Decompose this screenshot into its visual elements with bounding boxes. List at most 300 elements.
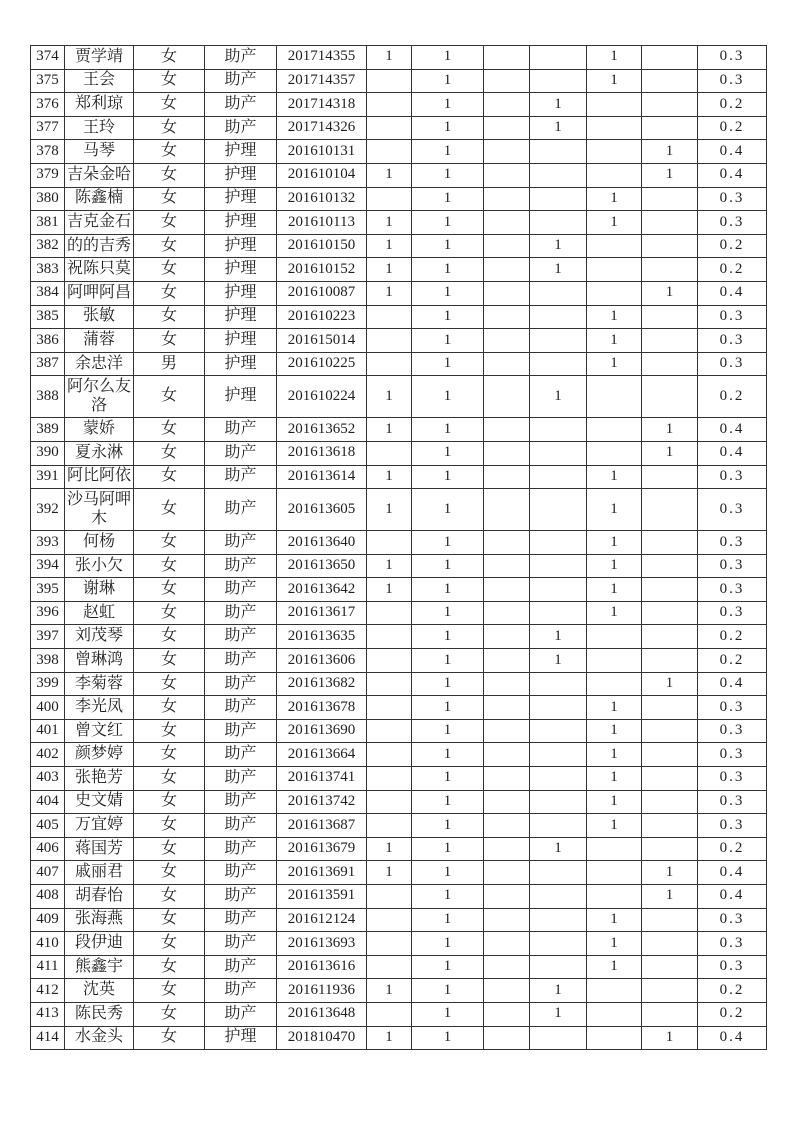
cell-indicator-1 bbox=[367, 625, 412, 649]
cell-student-id: 201615014 bbox=[277, 329, 367, 353]
cell-indicator-1 bbox=[367, 140, 412, 164]
cell-indicator-2: 1 bbox=[412, 418, 484, 442]
cell-name: 蒙娇 bbox=[65, 418, 134, 442]
cell-indicator-1 bbox=[367, 441, 412, 465]
cell-indicator-1 bbox=[367, 743, 412, 767]
cell-indicator-1: 1 bbox=[367, 837, 412, 861]
table-row bbox=[31, 489, 767, 531]
cell-row-number: 385 bbox=[31, 305, 65, 329]
cell-score: 0.3 bbox=[698, 814, 767, 838]
cell-indicator-2: 1 bbox=[412, 281, 484, 305]
cell-indicator-6 bbox=[642, 554, 698, 578]
table-row bbox=[31, 578, 767, 602]
cell-name: 蒲蓉 bbox=[65, 329, 134, 353]
cell-indicator-6 bbox=[642, 837, 698, 861]
cell-student-id: 201610150 bbox=[277, 234, 367, 258]
cell-gender: 女 bbox=[134, 696, 205, 720]
cell-indicator-4 bbox=[530, 814, 587, 838]
cell-gender: 男 bbox=[134, 352, 205, 376]
table-row bbox=[31, 767, 767, 791]
cell-student-id: 201610087 bbox=[277, 281, 367, 305]
cell-row-number: 392 bbox=[31, 489, 65, 531]
cell-indicator-6 bbox=[642, 211, 698, 235]
cell-score: 0.3 bbox=[698, 719, 767, 743]
cell-gender: 女 bbox=[134, 187, 205, 211]
cell-row-number: 395 bbox=[31, 578, 65, 602]
table-row bbox=[31, 418, 767, 442]
cell-indicator-4 bbox=[530, 281, 587, 305]
cell-indicator-1: 1 bbox=[367, 489, 412, 531]
cell-student-id: 201610225 bbox=[277, 352, 367, 376]
cell-gender: 女 bbox=[134, 578, 205, 602]
table-row bbox=[31, 531, 767, 555]
table-row bbox=[31, 743, 767, 767]
cell-indicator-4 bbox=[530, 352, 587, 376]
cell-student-id: 201610224 bbox=[277, 376, 367, 418]
cell-student-id: 201613693 bbox=[277, 932, 367, 956]
cell-indicator-5 bbox=[587, 116, 642, 140]
cell-indicator-3 bbox=[484, 531, 530, 555]
cell-indicator-3 bbox=[484, 932, 530, 956]
table-row bbox=[31, 329, 767, 353]
cell-indicator-5: 1 bbox=[587, 743, 642, 767]
cell-gender: 女 bbox=[134, 1026, 205, 1050]
cell-score: 0.3 bbox=[698, 601, 767, 625]
cell-student-id: 201613679 bbox=[277, 837, 367, 861]
cell-indicator-3 bbox=[484, 352, 530, 376]
cell-gender: 女 bbox=[134, 258, 205, 282]
cell-gender: 女 bbox=[134, 116, 205, 140]
cell-indicator-4 bbox=[530, 69, 587, 93]
cell-major: 助产 bbox=[205, 418, 277, 442]
cell-indicator-4 bbox=[530, 932, 587, 956]
cell-major: 护理 bbox=[205, 187, 277, 211]
cell-indicator-6 bbox=[642, 814, 698, 838]
cell-indicator-4 bbox=[530, 441, 587, 465]
table-row bbox=[31, 116, 767, 140]
cell-indicator-5 bbox=[587, 1026, 642, 1050]
cell-indicator-1 bbox=[367, 955, 412, 979]
cell-indicator-2: 1 bbox=[412, 93, 484, 117]
cell-indicator-3 bbox=[484, 672, 530, 696]
cell-indicator-1 bbox=[367, 696, 412, 720]
cell-indicator-2: 1 bbox=[412, 814, 484, 838]
cell-row-number: 398 bbox=[31, 649, 65, 673]
cell-score: 0.4 bbox=[698, 672, 767, 696]
cell-score: 0.4 bbox=[698, 441, 767, 465]
cell-indicator-6 bbox=[642, 305, 698, 329]
cell-indicator-2: 1 bbox=[412, 837, 484, 861]
cell-indicator-5: 1 bbox=[587, 69, 642, 93]
cell-indicator-3 bbox=[484, 69, 530, 93]
cell-indicator-6 bbox=[642, 187, 698, 211]
cell-student-id: 201613616 bbox=[277, 955, 367, 979]
cell-indicator-4 bbox=[530, 790, 587, 814]
cell-indicator-3 bbox=[484, 837, 530, 861]
cell-indicator-4 bbox=[530, 743, 587, 767]
cell-major: 助产 bbox=[205, 1002, 277, 1026]
cell-row-number: 411 bbox=[31, 955, 65, 979]
cell-score: 0.4 bbox=[698, 861, 767, 885]
cell-major: 助产 bbox=[205, 441, 277, 465]
cell-major: 助产 bbox=[205, 531, 277, 555]
table-row bbox=[31, 376, 767, 418]
cell-indicator-6 bbox=[642, 767, 698, 791]
cell-major: 护理 bbox=[205, 1026, 277, 1050]
cell-indicator-1: 1 bbox=[367, 258, 412, 282]
cell-score: 0.3 bbox=[698, 790, 767, 814]
cell-row-number: 377 bbox=[31, 116, 65, 140]
cell-indicator-6 bbox=[642, 743, 698, 767]
cell-indicator-1: 1 bbox=[367, 861, 412, 885]
cell-score: 0.4 bbox=[698, 1026, 767, 1050]
cell-name: 阿比阿依 bbox=[65, 465, 134, 489]
cell-indicator-6 bbox=[642, 625, 698, 649]
cell-student-id: 201610223 bbox=[277, 305, 367, 329]
cell-indicator-5 bbox=[587, 1002, 642, 1026]
cell-indicator-4: 1 bbox=[530, 258, 587, 282]
cell-indicator-6 bbox=[642, 719, 698, 743]
cell-score: 0.4 bbox=[698, 281, 767, 305]
cell-indicator-4 bbox=[530, 1026, 587, 1050]
cell-indicator-5: 1 bbox=[587, 601, 642, 625]
cell-score: 0.3 bbox=[698, 352, 767, 376]
cell-name: 王玲 bbox=[65, 116, 134, 140]
cell-indicator-6 bbox=[642, 531, 698, 555]
cell-indicator-6 bbox=[642, 578, 698, 602]
cell-row-number: 403 bbox=[31, 767, 65, 791]
cell-indicator-3 bbox=[484, 767, 530, 791]
cell-indicator-1 bbox=[367, 790, 412, 814]
table-row bbox=[31, 465, 767, 489]
cell-major: 助产 bbox=[205, 767, 277, 791]
cell-indicator-5: 1 bbox=[587, 767, 642, 791]
cell-major: 助产 bbox=[205, 719, 277, 743]
cell-indicator-5 bbox=[587, 979, 642, 1003]
cell-row-number: 406 bbox=[31, 837, 65, 861]
cell-name: 的的吉秀 bbox=[65, 234, 134, 258]
cell-gender: 女 bbox=[134, 932, 205, 956]
cell-major: 护理 bbox=[205, 211, 277, 235]
cell-score: 0.2 bbox=[698, 1002, 767, 1026]
cell-score: 0.3 bbox=[698, 578, 767, 602]
table-row bbox=[31, 305, 767, 329]
cell-indicator-5: 1 bbox=[587, 211, 642, 235]
cell-indicator-1 bbox=[367, 649, 412, 673]
cell-major: 护理 bbox=[205, 234, 277, 258]
cell-indicator-6 bbox=[642, 46, 698, 70]
cell-student-id: 201613591 bbox=[277, 885, 367, 909]
cell-indicator-2: 1 bbox=[412, 329, 484, 353]
cell-row-number: 380 bbox=[31, 187, 65, 211]
cell-name: 祝陈只莫 bbox=[65, 258, 134, 282]
table-row bbox=[31, 93, 767, 117]
cell-indicator-4 bbox=[530, 885, 587, 909]
cell-name: 水金头 bbox=[65, 1026, 134, 1050]
cell-major: 助产 bbox=[205, 861, 277, 885]
cell-indicator-4: 1 bbox=[530, 625, 587, 649]
cell-major: 助产 bbox=[205, 932, 277, 956]
cell-student-id: 201613618 bbox=[277, 441, 367, 465]
cell-gender: 女 bbox=[134, 672, 205, 696]
cell-indicator-3 bbox=[484, 187, 530, 211]
cell-name: 张敏 bbox=[65, 305, 134, 329]
cell-indicator-4: 1 bbox=[530, 116, 587, 140]
cell-gender: 女 bbox=[134, 163, 205, 187]
cell-row-number: 402 bbox=[31, 743, 65, 767]
cell-student-id: 201714318 bbox=[277, 93, 367, 117]
cell-name: 段伊迪 bbox=[65, 932, 134, 956]
cell-indicator-1 bbox=[367, 187, 412, 211]
cell-row-number: 384 bbox=[31, 281, 65, 305]
cell-indicator-3 bbox=[484, 578, 530, 602]
cell-score: 0.3 bbox=[698, 696, 767, 720]
cell-score: 0.3 bbox=[698, 908, 767, 932]
cell-indicator-2: 1 bbox=[412, 696, 484, 720]
cell-indicator-6 bbox=[642, 258, 698, 282]
cell-score: 0.3 bbox=[698, 489, 767, 531]
cell-indicator-5 bbox=[587, 258, 642, 282]
cell-indicator-6: 1 bbox=[642, 418, 698, 442]
cell-gender: 女 bbox=[134, 955, 205, 979]
cell-student-id: 201613690 bbox=[277, 719, 367, 743]
cell-gender: 女 bbox=[134, 329, 205, 353]
cell-indicator-1: 1 bbox=[367, 163, 412, 187]
table-row bbox=[31, 187, 767, 211]
cell-indicator-6 bbox=[642, 329, 698, 353]
cell-indicator-4 bbox=[530, 211, 587, 235]
cell-score: 0.2 bbox=[698, 625, 767, 649]
cell-indicator-3 bbox=[484, 93, 530, 117]
cell-student-id: 201613614 bbox=[277, 465, 367, 489]
cell-score: 0.3 bbox=[698, 46, 767, 70]
cell-indicator-1 bbox=[367, 1002, 412, 1026]
cell-indicator-2: 1 bbox=[412, 116, 484, 140]
cell-indicator-6 bbox=[642, 116, 698, 140]
cell-name: 王会 bbox=[65, 69, 134, 93]
cell-name: 熊鑫宇 bbox=[65, 955, 134, 979]
cell-indicator-1: 1 bbox=[367, 211, 412, 235]
cell-indicator-6: 1 bbox=[642, 672, 698, 696]
cell-name: 谢琳 bbox=[65, 578, 134, 602]
table-row bbox=[31, 861, 767, 885]
cell-indicator-5 bbox=[587, 234, 642, 258]
cell-score: 0.3 bbox=[698, 69, 767, 93]
cell-major: 助产 bbox=[205, 116, 277, 140]
cell-row-number: 382 bbox=[31, 234, 65, 258]
cell-indicator-3 bbox=[484, 625, 530, 649]
cell-indicator-3 bbox=[484, 554, 530, 578]
cell-indicator-3 bbox=[484, 465, 530, 489]
cell-major: 助产 bbox=[205, 554, 277, 578]
cell-row-number: 376 bbox=[31, 93, 65, 117]
cell-indicator-1: 1 bbox=[367, 465, 412, 489]
cell-indicator-5: 1 bbox=[587, 352, 642, 376]
cell-gender: 女 bbox=[134, 531, 205, 555]
cell-student-id: 201613606 bbox=[277, 649, 367, 673]
cell-indicator-4 bbox=[530, 187, 587, 211]
cell-indicator-6 bbox=[642, 352, 698, 376]
cell-indicator-4: 1 bbox=[530, 234, 587, 258]
cell-indicator-3 bbox=[484, 1026, 530, 1050]
cell-indicator-3 bbox=[484, 814, 530, 838]
cell-name: 赵虹 bbox=[65, 601, 134, 625]
cell-row-number: 414 bbox=[31, 1026, 65, 1050]
cell-indicator-5: 1 bbox=[587, 305, 642, 329]
cell-name: 余忠洋 bbox=[65, 352, 134, 376]
cell-indicator-4 bbox=[530, 578, 587, 602]
cell-major: 助产 bbox=[205, 955, 277, 979]
cell-student-id: 201613742 bbox=[277, 790, 367, 814]
cell-score: 0.2 bbox=[698, 837, 767, 861]
cell-indicator-1: 1 bbox=[367, 376, 412, 418]
cell-indicator-2: 1 bbox=[412, 790, 484, 814]
cell-indicator-6: 1 bbox=[642, 1026, 698, 1050]
cell-score: 0.3 bbox=[698, 329, 767, 353]
cell-indicator-1 bbox=[367, 814, 412, 838]
cell-indicator-4: 1 bbox=[530, 376, 587, 418]
cell-indicator-3 bbox=[484, 489, 530, 531]
cell-indicator-6 bbox=[642, 93, 698, 117]
cell-score: 0.2 bbox=[698, 116, 767, 140]
table-row bbox=[31, 554, 767, 578]
cell-student-id: 201610152 bbox=[277, 258, 367, 282]
cell-indicator-4 bbox=[530, 305, 587, 329]
cell-indicator-6 bbox=[642, 696, 698, 720]
cell-indicator-5: 1 bbox=[587, 908, 642, 932]
cell-student-id: 201613652 bbox=[277, 418, 367, 442]
table-row bbox=[31, 649, 767, 673]
cell-indicator-1: 1 bbox=[367, 1026, 412, 1050]
cell-gender: 女 bbox=[134, 554, 205, 578]
cell-indicator-2: 1 bbox=[412, 376, 484, 418]
cell-name: 张小欠 bbox=[65, 554, 134, 578]
table-row bbox=[31, 441, 767, 465]
cell-indicator-2: 1 bbox=[412, 258, 484, 282]
cell-indicator-1: 1 bbox=[367, 234, 412, 258]
cell-indicator-2: 1 bbox=[412, 531, 484, 555]
cell-row-number: 381 bbox=[31, 211, 65, 235]
cell-student-id: 201613640 bbox=[277, 531, 367, 555]
cell-row-number: 397 bbox=[31, 625, 65, 649]
table-row bbox=[31, 69, 767, 93]
cell-major: 助产 bbox=[205, 814, 277, 838]
cell-indicator-4 bbox=[530, 767, 587, 791]
cell-indicator-5 bbox=[587, 140, 642, 164]
cell-row-number: 394 bbox=[31, 554, 65, 578]
cell-score: 0.3 bbox=[698, 531, 767, 555]
cell-major: 护理 bbox=[205, 305, 277, 329]
cell-name: 陈民秀 bbox=[65, 1002, 134, 1026]
cell-indicator-5 bbox=[587, 418, 642, 442]
cell-score: 0.2 bbox=[698, 979, 767, 1003]
cell-row-number: 405 bbox=[31, 814, 65, 838]
cell-indicator-2: 1 bbox=[412, 979, 484, 1003]
cell-gender: 女 bbox=[134, 211, 205, 235]
cell-score: 0.3 bbox=[698, 955, 767, 979]
cell-indicator-4 bbox=[530, 601, 587, 625]
cell-indicator-4: 1 bbox=[530, 93, 587, 117]
cell-major: 助产 bbox=[205, 743, 277, 767]
cell-gender: 女 bbox=[134, 837, 205, 861]
cell-major: 助产 bbox=[205, 69, 277, 93]
cell-indicator-5 bbox=[587, 625, 642, 649]
table-row bbox=[31, 979, 767, 1003]
cell-indicator-1 bbox=[367, 932, 412, 956]
cell-indicator-5: 1 bbox=[587, 932, 642, 956]
cell-row-number: 410 bbox=[31, 932, 65, 956]
cell-score: 0.2 bbox=[698, 234, 767, 258]
cell-major: 护理 bbox=[205, 258, 277, 282]
cell-name: 夏永淋 bbox=[65, 441, 134, 465]
cell-student-id: 201610132 bbox=[277, 187, 367, 211]
cell-row-number: 390 bbox=[31, 441, 65, 465]
cell-student-id: 201613642 bbox=[277, 578, 367, 602]
cell-major: 助产 bbox=[205, 649, 277, 673]
cell-indicator-6 bbox=[642, 601, 698, 625]
cell-indicator-4 bbox=[530, 531, 587, 555]
cell-indicator-1 bbox=[367, 885, 412, 909]
cell-indicator-3 bbox=[484, 1002, 530, 1026]
cell-indicator-3 bbox=[484, 376, 530, 418]
cell-gender: 女 bbox=[134, 625, 205, 649]
cell-indicator-1: 1 bbox=[367, 418, 412, 442]
cell-gender: 女 bbox=[134, 234, 205, 258]
table-row bbox=[31, 352, 767, 376]
cell-indicator-5 bbox=[587, 885, 642, 909]
cell-indicator-1: 1 bbox=[367, 46, 412, 70]
cell-score: 0.3 bbox=[698, 743, 767, 767]
cell-student-id: 201810470 bbox=[277, 1026, 367, 1050]
cell-name: 李光凤 bbox=[65, 696, 134, 720]
cell-indicator-4 bbox=[530, 955, 587, 979]
table-row bbox=[31, 140, 767, 164]
cell-indicator-5: 1 bbox=[587, 46, 642, 70]
cell-indicator-5: 1 bbox=[587, 790, 642, 814]
cell-indicator-6 bbox=[642, 465, 698, 489]
cell-indicator-2: 1 bbox=[412, 554, 484, 578]
table-row bbox=[31, 1026, 767, 1050]
cell-name: 刘茂琴 bbox=[65, 625, 134, 649]
cell-indicator-2: 1 bbox=[412, 163, 484, 187]
cell-indicator-6 bbox=[642, 376, 698, 418]
cell-gender: 女 bbox=[134, 767, 205, 791]
cell-score: 0.4 bbox=[698, 140, 767, 164]
cell-indicator-2: 1 bbox=[412, 1026, 484, 1050]
cell-indicator-1 bbox=[367, 93, 412, 117]
cell-row-number: 400 bbox=[31, 696, 65, 720]
cell-indicator-3 bbox=[484, 719, 530, 743]
cell-major: 护理 bbox=[205, 329, 277, 353]
cell-indicator-3 bbox=[484, 305, 530, 329]
cell-indicator-5: 1 bbox=[587, 696, 642, 720]
cell-name: 阿呷阿昌 bbox=[65, 281, 134, 305]
cell-indicator-6 bbox=[642, 1002, 698, 1026]
cell-gender: 女 bbox=[134, 305, 205, 329]
cell-student-id: 201613648 bbox=[277, 1002, 367, 1026]
cell-student-id: 201613678 bbox=[277, 696, 367, 720]
cell-name: 沈英 bbox=[65, 979, 134, 1003]
cell-row-number: 378 bbox=[31, 140, 65, 164]
cell-row-number: 412 bbox=[31, 979, 65, 1003]
cell-row-number: 386 bbox=[31, 329, 65, 353]
cell-indicator-1: 1 bbox=[367, 554, 412, 578]
table-row bbox=[31, 211, 767, 235]
cell-student-id: 201611936 bbox=[277, 979, 367, 1003]
cell-name: 史文婧 bbox=[65, 790, 134, 814]
cell-name: 蒋国芳 bbox=[65, 837, 134, 861]
cell-indicator-6 bbox=[642, 234, 698, 258]
